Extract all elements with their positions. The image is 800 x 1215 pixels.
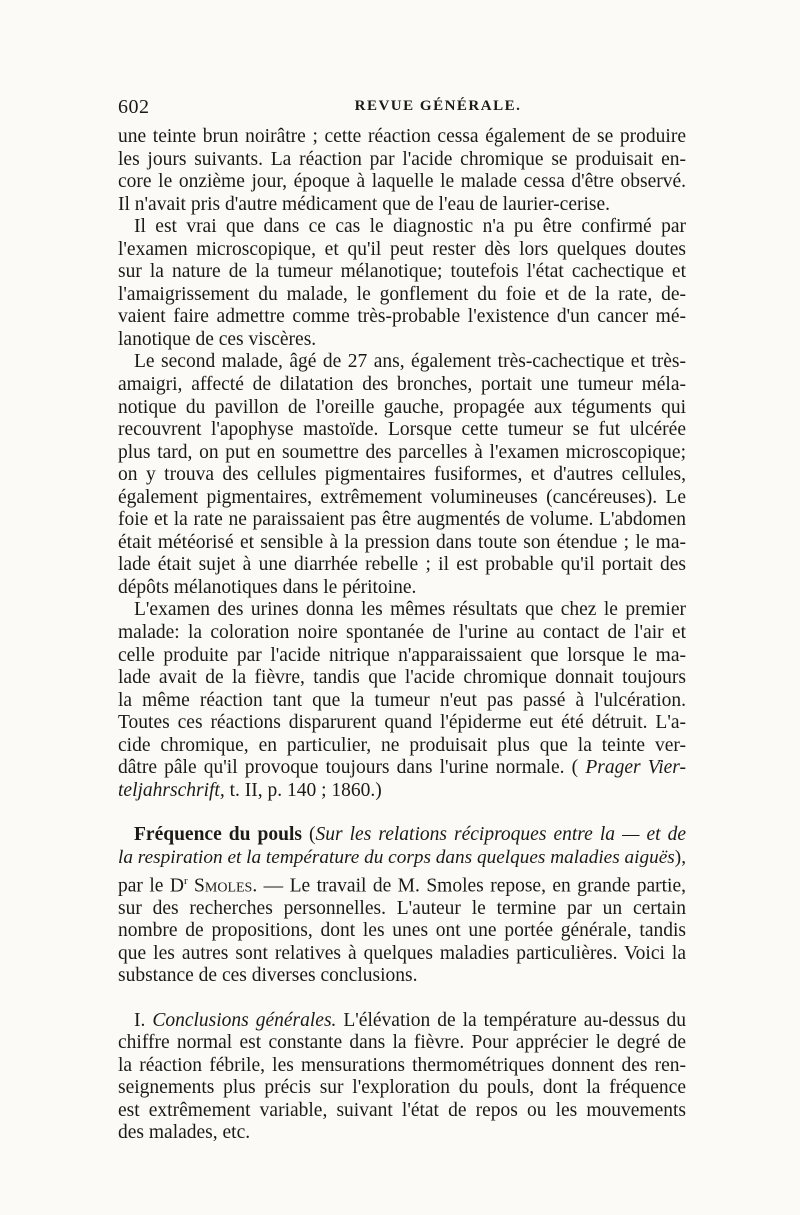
text-line: malade: la coloration noire spontanée de l'urine au contact de l'air et: [118, 622, 686, 644]
text-line: Toutes ces réactions disparurent quand l'épiderme eut été détruit. L'a-: [118, 712, 686, 734]
section-subtitle-continued: la respiration et la température du corps dans quelques maladies aiguës: [118, 846, 675, 868]
text-line: vaient faire admettre comme très-probable l'existence d'un cancer mé-: [118, 306, 686, 328]
journal-reference-continued: teljahrschrift,: [118, 779, 225, 801]
text-line: l'amaigrissement du malade, le gonflement du foie et de la rate, de-: [118, 283, 686, 305]
text-line: plus tard, on put en soumettre des parcelles à l'examen microscopique;: [118, 441, 686, 463]
text-line: core le onzième jour, époque à laquelle le malade cessa d'être observé.: [118, 171, 686, 193]
author-title-superscript: r: [183, 874, 188, 887]
text-line: foie et la rate ne paraissaient pas être augmentés de volume. L'abdomen: [118, 509, 686, 531]
author-prefix: par le D: [118, 875, 184, 896]
text-line: [118, 870, 686, 898]
text-line: notique du pavillon de l'oreille gauche, propagée aux téguments qui: [118, 396, 686, 418]
text-line: recouvrent l'apophyse mastoïde. Lorsque cette tumeur se fut ulcérée: [118, 419, 686, 441]
text-line: celle produite par l'acide nitrique n'apparaissaient que lorsque le ma-: [118, 644, 686, 666]
text-line: seignements plus précis sur l'exploration du pouls, dont la fréquence: [118, 1077, 686, 1099]
conclusion-heading: Conclusions générales.: [152, 1009, 337, 1031]
text-fragment: . — Le travail de M. Smoles repose, en grande partie,: [252, 875, 686, 896]
text-line: chiffre normal est constante dans la fièvre. Pour apprécier le degré de: [118, 1032, 686, 1054]
paragraph-3: [118, 351, 686, 599]
text-line: on y trouva des cellules pigmentaires fusiformes, et d'autres cellules,: [118, 464, 686, 486]
section-title: Fréquence du pouls: [134, 824, 302, 846]
text-line: des malades, etc.: [118, 1122, 251, 1144]
text-line: la réaction fébrile, les mensurations thermométriques donnent des ren-: [118, 1054, 686, 1076]
conclusion-number: I.: [134, 1009, 146, 1031]
author-name: Smoles: [194, 875, 253, 896]
text-line: était météorisé et sensible à la pression dans toute son étendue ; le ma-: [118, 531, 686, 553]
text-line: la même réaction tant que la tumeur n'eut pas passé à l'ulcération.: [118, 689, 686, 711]
text-fragment: ),: [674, 846, 687, 868]
running-title: REVUE GÉNÉRALE.: [354, 98, 522, 114]
text-line: cide chromique, en particulier, ne produisait plus que la teinte ver-: [118, 734, 686, 756]
text-fragment: (: [301, 824, 316, 846]
reference-details: t. II, p. 140 ; 1860.): [224, 779, 382, 801]
text-line: une teinte brun noirâtre ; cette réaction cessa également de se produire: [118, 126, 686, 147]
text-line: substance de ces diverses conclusions.: [118, 965, 418, 987]
text-line: [118, 847, 686, 870]
text-line: [118, 757, 686, 780]
page-header: [118, 96, 684, 126]
text-line: nombre de propositions, dont les unes ont une portée générale, tandis: [118, 920, 686, 942]
text-line: lade était sujet à une diarrhée rebelle ; il est probable qu'il portait des: [118, 554, 686, 576]
text-line: sur des recherches personnelles. L'auteur le termine par un certain: [118, 897, 686, 919]
text-line: est extrêmement variable, suivant l'état de repos ou les mouvements: [118, 1099, 686, 1121]
text-line: lade avait de la fièvre, tandis que l'acide chromique donnait toujours: [118, 667, 686, 689]
text-line: Il n'avait pris d'autre médicament que de l'eau de laurier-cerise.: [118, 193, 611, 215]
text-fragment: dâtre pâle qu'il provoque toujours dans l'urine normale. (: [118, 757, 586, 779]
text-line: également pigmentaires, extrêmement volumineuses (cancéreuses). Le: [118, 486, 686, 508]
text-line: [118, 1010, 686, 1033]
text-line: [118, 824, 686, 847]
text-line: l'examen microscopique, et qu'il peut rester dès lors quelques doutes: [118, 238, 686, 260]
paragraph-1: [118, 126, 686, 216]
text-line: lanotique de ces viscères.: [118, 328, 317, 350]
text-line: sur la nature de la tumeur mélanotique; toutefois l'état cachectique et: [118, 261, 686, 283]
text-line: [118, 780, 686, 803]
text-line: Le second malade, âgé de 27 ans, également très-cachectique et très-: [134, 351, 686, 373]
text-line: dépôts mélanotiques dans le péritoine.: [118, 576, 417, 598]
text-line: Il est vrai que dans ce cas le diagnostic n'a pu être confirmé par: [134, 216, 686, 238]
body-text: [118, 126, 686, 1145]
section-subtitle: Sur les relations réciproques entre la — et de: [315, 824, 686, 846]
text-line: les jours suivants. La réaction par l'acide chromique se produisait en-: [118, 148, 686, 170]
paragraph-2: [118, 216, 686, 351]
conclusions-generales: [118, 1010, 686, 1145]
text-fragment: L'élévation de la température au-dessus du: [336, 1009, 687, 1031]
text-line: que les autres sont relatives à quelques maladies particulières. Voici la: [118, 942, 686, 964]
page-number: 602: [118, 96, 150, 118]
section-frequence-du-pouls: [118, 824, 686, 987]
paragraph-4: [118, 599, 686, 802]
text-line: amaigri, affecté de dilatation des bronches, portait une tumeur méla-: [118, 374, 686, 396]
journal-reference: Prager Vier-: [585, 757, 686, 779]
text-line: L'examen des urines donna les mêmes résultats que chez le premier: [134, 599, 686, 621]
